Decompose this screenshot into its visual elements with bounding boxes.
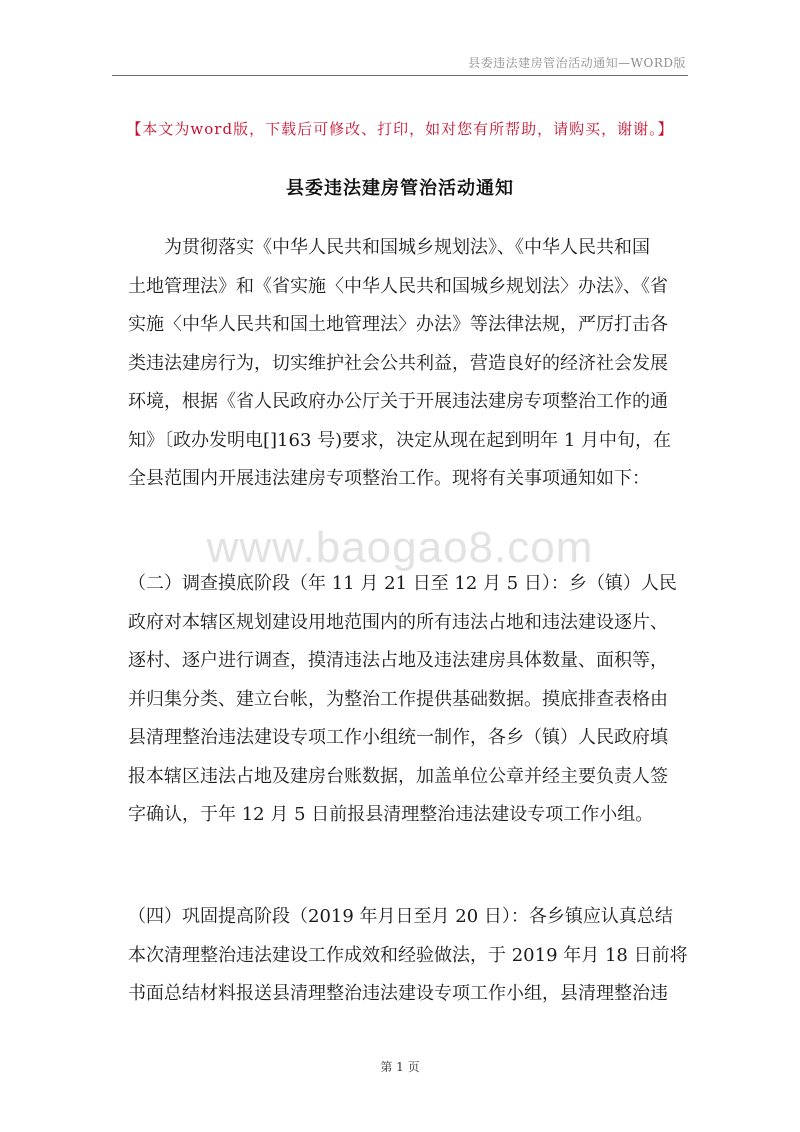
running-header: 县委违法建房管治活动通知—WORD版 <box>468 56 686 70</box>
text-line: 环境，根据《省人民政府办公厅关于开展违法建房专项整治工作的通 <box>128 391 668 412</box>
text-line: 报本辖区违法占地及建房台账数据，加盖单位公章并经主要负责人签 <box>128 765 668 787</box>
paragraph-consolidation-stage <box>128 898 688 1014</box>
text-line: 并归集分类、建立台帐，为整治工作提供基础数据。摸底排查表格由 <box>128 688 668 710</box>
text-line: 全县范围内开展违法建房专项整治工作。现将有关事项通知如下： <box>128 468 650 489</box>
paragraph-survey-stage <box>128 565 678 835</box>
text-line: 书面总结材料报送县清理整治违法建设专项工作小组，县清理整治违 <box>128 983 668 1004</box>
text-line: 实施〈中华人民共和国土地管理法〉办法》等法律法规，严厉打击各 <box>128 314 668 335</box>
text-line: 字确认，于年 12 月 5 日前报县清理整治违法建设专项工作小组。 <box>128 804 654 825</box>
paragraph-intro <box>128 229 678 499</box>
text-line: （四）巩固提高阶段（2019 年月日至月 20 日）：各乡镇应认真总结 <box>128 906 673 927</box>
text-line: 政府对本辖区规划建设用地范围内的所有违法占地和违法建设逐片、 <box>128 611 668 633</box>
header-divider <box>112 75 688 76</box>
text-line: （二）调查摸底阶段（年 11 月 21 日至 12 月 5 日）：乡（镇）人民 <box>128 573 677 594</box>
text-line: 县清理整治违法建设专项工作小组统一制作，各乡（镇）人民政府填 <box>128 727 668 748</box>
watermark: www.baogao8.com <box>206 523 594 572</box>
text-line: 土地管理法》和《省实施〈中华人民共和国城乡规划法〉办法》、《省 <box>128 275 668 297</box>
text-line: 知》〔政办发明电[]163 号)要求，决定从现在起到明年 1 月中旬，在 <box>128 429 672 451</box>
text-line: 为贯彻落实《中华人民共和国城乡规划法》、《中华人民共和国 <box>164 237 650 258</box>
purchase-notice: 【本文为word版，下载后可修改、打印，如对您有所帮助，请购买，谢谢。】 <box>126 120 674 138</box>
page-number: 第 1 页 <box>380 1060 420 1074</box>
text-line: 本次清理整治违法建设工作成效和经验做法，于 2019 年月 18 日前将 <box>128 944 688 966</box>
text-line: 类违法建房行为，切实维护社会公共利益，营造良好的经济社会发展 <box>128 352 668 374</box>
text-line: 逐村、逐户进行调查，摸清违法占地及违法建房具体数量、面积等， <box>128 650 668 671</box>
document-title: 县委违法建房管治活动通知 <box>286 178 514 199</box>
